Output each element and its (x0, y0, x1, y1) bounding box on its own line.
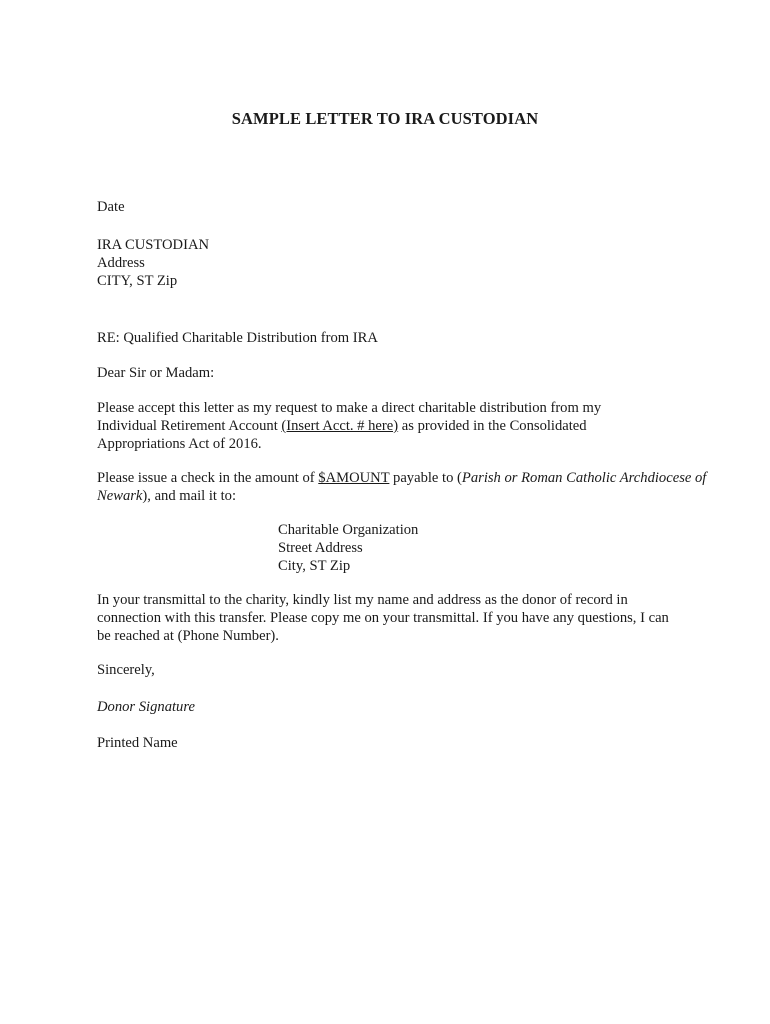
paragraph-request-line-1: Please accept this letter as my request to make a direct charitable distribution from my (97, 400, 602, 416)
account-number-placeholder: (Insert Acct. # here) (281, 418, 399, 434)
paragraph-transmittal-line-1: In your transmittal to the charity, kindly list my name and address as the donor of record in (97, 592, 628, 608)
subject-line: RE: Qualified Charitable Distribution from IRA (97, 330, 378, 346)
paragraph-request (97, 399, 687, 453)
paragraph-check (97, 469, 707, 505)
paragraph-request-line-3: Appropriations Act of 2016. (97, 436, 262, 452)
account-text-prefix: Individual Retirement Account (97, 418, 282, 434)
organization-city: City, ST Zip (278, 558, 351, 574)
recipient-city: CITY, ST Zip (97, 273, 178, 289)
paragraph-transmittal-line-3: be reached at (Phone Number). (97, 628, 279, 644)
recipient-address-block (97, 236, 687, 290)
mail-instruction: ), and mail it to: (142, 488, 237, 504)
payee-placeholder-continued: Newark (97, 488, 143, 504)
paragraph-transmittal-line-2: connection with this transfer. Please copy me on your transmittal. If you have any questions, I can (97, 610, 669, 626)
recipient-address: Address (97, 255, 145, 271)
account-text-suffix: as provided in the Consolidated (398, 418, 587, 434)
payee-placeholder: Parish or Roman Catholic Archdiocese of (461, 470, 707, 486)
letter-title: SAMPLE LETTER TO IRA CUSTODIAN (231, 109, 539, 128)
paragraph-check-line-1 (97, 469, 707, 487)
organization-street: Street Address (278, 540, 363, 556)
amount-placeholder: $AMOUNT (318, 470, 390, 486)
paragraph-transmittal (97, 591, 687, 645)
amount-text-prefix: Please issue a check in the amount of (97, 470, 319, 486)
recipient-name: IRA CUSTODIAN (97, 237, 210, 253)
date-line: Date (97, 199, 125, 215)
donor-signature: Donor Signature (97, 699, 195, 715)
payee-text-prefix: payable to ( (389, 470, 462, 486)
printed-name: Printed Name (97, 735, 178, 751)
organization-name: Charitable Organization (278, 522, 419, 538)
organization-address-block (278, 521, 578, 575)
paragraph-request-line-2 (97, 417, 687, 435)
salutation: Dear Sir or Madam: (97, 365, 215, 381)
paragraph-check-line-2 (97, 487, 687, 505)
closing: Sincerely, (97, 662, 155, 678)
